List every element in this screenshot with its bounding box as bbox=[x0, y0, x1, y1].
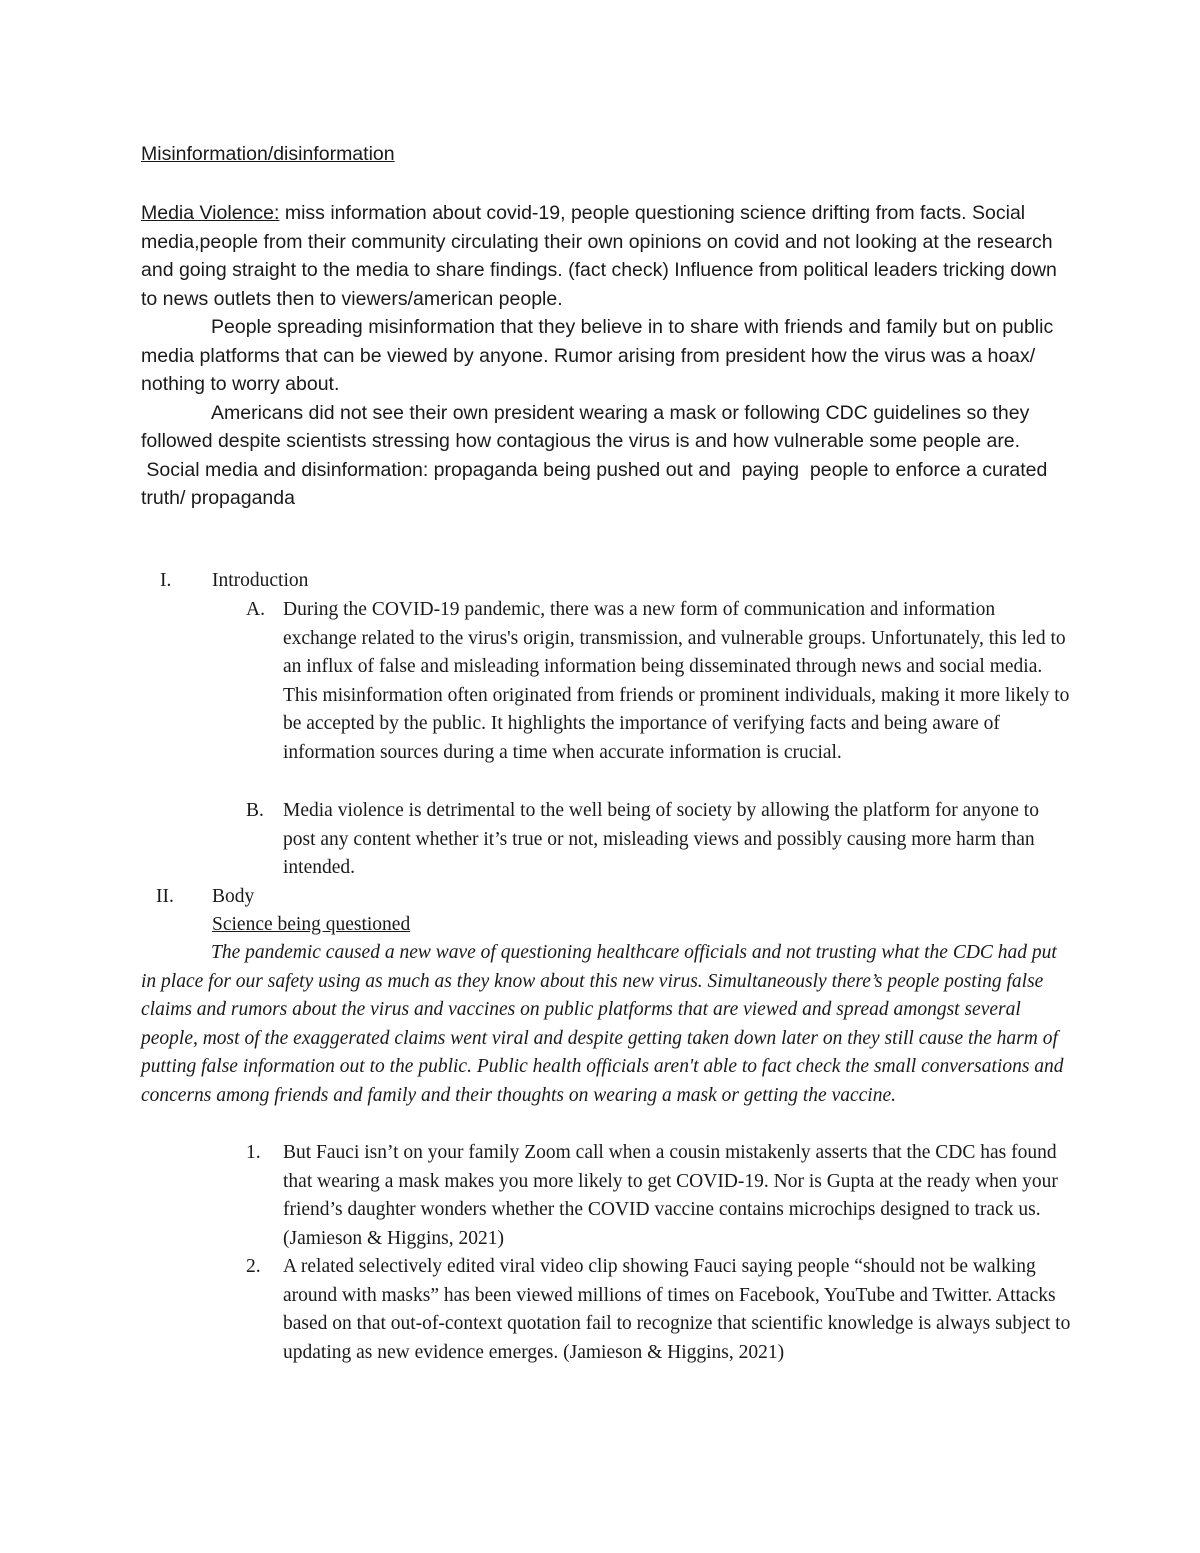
outline-marker-1: I. bbox=[160, 570, 172, 591]
body-italic-paragraph: The pandemic caused a new wave of questioning healthcare officials and not trusting what the CDC had put in place for our safety using as much as they know about this new virus. Simultaneously there’s people posting false claims and rumors about the virus and vaccines on public platforms that are viewed and spread amongst several people, most of the exaggerated claims went viral and despite getting taken down later on they still cause the harm of putting false information out to the public. Public health officials aren't able to fact check the small conversations and concerns among friends and family and their thoughts on wearing a mask or getting the vaccine. bbox=[141, 942, 1064, 1106]
intro-item-b-marker: B. bbox=[246, 800, 264, 821]
body-item-2-text: A related selectively edited viral video clip showing Fauci saying people “should not be walking around with masks” has been viewed millions of times on Facebook, YouTube and Twitter. Attacks based on that out-of-context quotation fail to recognize that scientific knowledge is always subject to updating as new evidence emerges. (Jamieson & Higgins, 2021) bbox=[283, 1256, 1071, 1363]
notes-paragraph-2: People spreading misinformation that they believe in to share with friends and family but on public media platforms that can be viewed by anyone. Rumor arising from president how the virus was a hoax/ nothing to worry about. bbox=[141, 316, 1054, 395]
intro-item-a-marker: A. bbox=[246, 599, 265, 620]
body-heading: Body bbox=[212, 886, 255, 907]
body-item-1-marker: 1. bbox=[246, 1142, 261, 1163]
body-subheading: Science being questioned bbox=[212, 914, 411, 935]
media-violence-label: Media Violence: bbox=[141, 202, 280, 224]
media-violence-text: miss information about covid-19, people questioning science drifting from facts. Social media,people from their community circulating their own opinions on covid and not looking at the research and going straight to the media to share findings. (fact check) Influence from political leaders tricking down to news outlets then to viewers/american people. bbox=[141, 202, 1057, 310]
body-item-2-marker: 2. bbox=[246, 1256, 261, 1277]
body-item-1-text: But Fauci isn’t on your family Zoom call when a cousin mistakenly asserts that the CDC has found that wearing a mask makes you more likely to get COVID-19. Nor is Gupta at the ready when your friend’s daughter wonders whether the COVID vaccine contains microchips designed to track us. (Jamieson & Higgins, 2021) bbox=[283, 1142, 1058, 1249]
media-violence-paragraph bbox=[141, 199, 1071, 313]
notes-section bbox=[141, 199, 1071, 513]
document-title: Misinformation/disinformation bbox=[141, 143, 395, 165]
outline-marker-2: II. bbox=[156, 886, 174, 907]
notes-paragraph-4: Social media and disinformation: propaganda being pushed out and paying people to enforce a curated truth/ propaganda bbox=[141, 458, 1053, 509]
intro-heading: Introduction bbox=[212, 570, 309, 591]
intro-item-b-text: Media violence is detrimental to the well being of society by allowing the platform for anyone to post any content whether it’s true or not, misleading views and possibly causing more harm than intended. bbox=[283, 800, 1039, 879]
intro-item-a-text: During the COVID-19 pandemic, there was a new form of communication and information exchange related to the virus's origin, transmission, and vulnerable groups. Unfortunately, this led to an influx of false and misleading information being disseminated through news and social media. This misinformation often originated from friends or prominent individuals, making it more likely to be accepted by the public. It highlights the importance of verifying facts and being aware of information sources during a time when accurate information is crucial. bbox=[283, 599, 1070, 763]
notes-paragraph-3: Americans did not see their own president wearing a mask or following CDC guidelines so they followed despite scientists stressing how contagious the virus is and how vulnerable some people are. bbox=[141, 401, 1030, 452]
